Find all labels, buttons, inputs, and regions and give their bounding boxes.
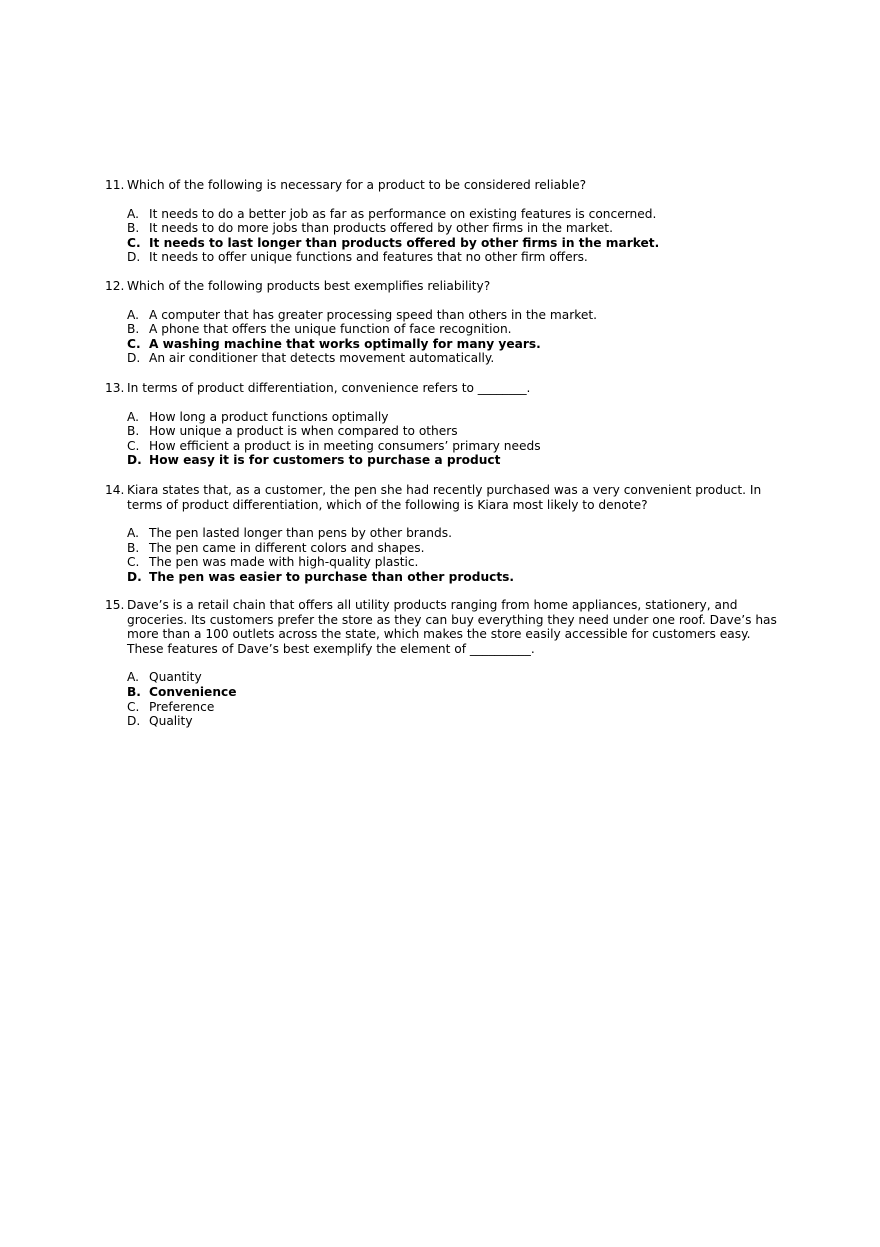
question-12	[105, 279, 785, 366]
option-text: How unique a product is when compared to others	[149, 424, 458, 439]
option-a	[127, 670, 785, 685]
option-d	[127, 351, 785, 366]
answer-options	[127, 670, 785, 728]
answer-options	[127, 308, 785, 366]
option-letter: A.	[127, 670, 139, 685]
question-stem	[105, 598, 785, 656]
option-text: The pen was made with high-quality plastic.	[149, 555, 419, 570]
option-text: How efficient a product is in meeting consumers’ primary needs	[149, 438, 541, 453]
option-text: It needs to last longer than products offered by other firms in the market.	[149, 235, 660, 250]
option-b	[127, 221, 785, 236]
option-text: Preference	[149, 699, 215, 714]
option-c	[127, 337, 785, 352]
option-a	[127, 308, 785, 323]
option-letter: A.	[127, 307, 139, 322]
question-number: 11.	[105, 178, 125, 192]
option-letter: C.	[127, 555, 140, 570]
question-text: Kiara states that, as a customer, the pen she had recently purchased was a very convenient product. In terms of product differentiation, which of the following is Kiara most likely to denote?	[127, 483, 762, 512]
option-d	[127, 453, 785, 468]
option-letter: A.	[127, 206, 139, 221]
question-number: 15.	[105, 598, 125, 612]
question-11	[105, 178, 785, 265]
option-c	[127, 439, 785, 454]
option-c	[127, 236, 785, 251]
option-d	[127, 714, 785, 729]
question-number: 12.	[105, 279, 125, 293]
question-text: Which of the following products best exemplifies reliability?	[127, 279, 491, 293]
question-stem	[105, 279, 785, 294]
question-14	[105, 483, 785, 585]
option-letter: B.	[127, 684, 141, 699]
option-d	[127, 250, 785, 265]
option-letter: B.	[127, 424, 140, 439]
option-text: A washing machine that works optimally for many years.	[149, 336, 541, 351]
option-letter: D.	[127, 714, 141, 729]
option-text: The pen was easier to purchase than other products.	[149, 569, 515, 584]
option-d	[127, 570, 785, 585]
option-text: How long a product functions optimally	[149, 409, 389, 424]
answer-options	[127, 526, 785, 584]
option-text: An air conditioner that detects movement automatically.	[149, 351, 495, 366]
option-letter: D.	[127, 569, 142, 584]
option-letter: B.	[127, 221, 140, 236]
option-letter: A.	[127, 526, 139, 541]
option-letter: C.	[127, 699, 140, 714]
option-text: The pen lasted longer than pens by other brands.	[149, 526, 452, 541]
option-text: How easy it is for customers to purchase a product	[149, 453, 501, 468]
question-number: 13.	[105, 381, 125, 395]
question-stem	[105, 178, 785, 193]
option-letter: C.	[127, 235, 141, 250]
option-text: It needs to offer unique functions and features that no other firm offers.	[149, 250, 588, 265]
option-b	[127, 685, 785, 700]
question-text: Which of the following is necessary for a product to be considered reliable?	[127, 178, 587, 192]
option-text: Quantity	[149, 670, 202, 685]
question-text: In terms of product differentiation, convenience refers to ________.	[127, 381, 531, 395]
question-stem	[105, 483, 785, 512]
option-a	[127, 410, 785, 425]
option-b	[127, 424, 785, 439]
question-stem	[105, 381, 785, 396]
option-text: It needs to do more jobs than products offered by other firms in the market.	[149, 221, 613, 236]
option-letter: C.	[127, 438, 140, 453]
option-text: The pen came in different colors and shapes.	[149, 540, 425, 555]
option-text: A phone that offers the unique function of face recognition.	[149, 322, 512, 337]
option-letter: B.	[127, 322, 140, 337]
question-15	[105, 598, 785, 729]
answer-options	[127, 207, 785, 265]
option-c	[127, 555, 785, 570]
question-number: 14.	[105, 483, 125, 497]
option-letter: C.	[127, 336, 141, 351]
option-text: Convenience	[149, 684, 237, 699]
option-c	[127, 700, 785, 715]
option-letter: B.	[127, 540, 140, 555]
option-a	[127, 207, 785, 222]
option-letter: D.	[127, 250, 141, 265]
answer-options	[127, 410, 785, 468]
option-a	[127, 526, 785, 541]
option-text: A computer that has greater processing speed than others in the market.	[149, 307, 598, 322]
option-letter: D.	[127, 351, 141, 366]
option-text: Quality	[149, 714, 193, 729]
option-letter: D.	[127, 453, 142, 468]
option-b	[127, 541, 785, 556]
option-text: It needs to do a better job as far as performance on existing features is concerned.	[149, 206, 657, 221]
question-13	[105, 381, 785, 468]
option-letter: A.	[127, 409, 139, 424]
question-text: Dave’s is a retail chain that offers all utility products ranging from home appliances, stationery, and groceries. Its customers prefer the store as they can buy everything they need under one roof. Dave’s has more than a 100 outlets across the state, which makes the store easily accessible for customers easy. These features of Dave’s best exemplify the element of __________.	[127, 598, 777, 656]
option-b	[127, 322, 785, 337]
